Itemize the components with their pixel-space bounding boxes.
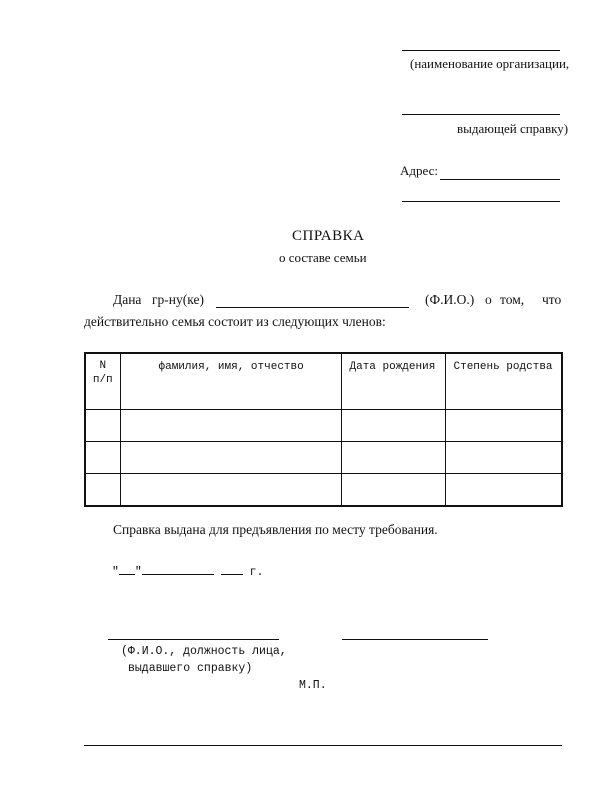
family-members-table xyxy=(84,352,563,507)
address-label: Адрес: xyxy=(400,163,438,178)
table-header-row xyxy=(85,353,562,410)
column-header-number xyxy=(85,353,120,410)
intro-fio-caption: (Ф.И.О.) xyxy=(425,292,475,307)
date-day-field[interactable] xyxy=(119,574,135,575)
signer-caption-line1: (Ф.И.О., должность лица, xyxy=(121,645,287,658)
issued-statement: Справка выдана для предъявления по месту требования. xyxy=(113,522,438,537)
column-header-fullname: фамилия, имя, отчество xyxy=(120,353,341,410)
column-header-number-line2: п/п xyxy=(92,374,113,386)
stamp-placeholder: М.П. xyxy=(299,679,327,692)
table-row xyxy=(85,474,562,507)
intro-word-grnuke: гр-ну(ке) xyxy=(152,292,204,307)
table-cell-number[interactable] xyxy=(85,474,120,507)
table-cell-number[interactable] xyxy=(85,410,120,442)
document-subtitle: о составе семьи xyxy=(279,250,367,265)
org-caption: (наименование организации, xyxy=(410,56,570,71)
fio-field-line[interactable] xyxy=(216,307,409,308)
issuer-line[interactable] xyxy=(402,114,560,115)
column-header-relation: Степень родства xyxy=(445,353,562,410)
date-year-field[interactable] xyxy=(221,574,243,575)
table-cell-fullname[interactable] xyxy=(120,442,341,474)
signer-fio-line[interactable] xyxy=(108,639,279,640)
document-title: СПРАВКА xyxy=(292,228,365,244)
signer-caption-line2: выдавшего справку) xyxy=(128,662,253,675)
issuer-caption: выдающей справку) xyxy=(457,121,569,136)
date-quote-open: " xyxy=(112,566,119,579)
column-header-number-line1: N xyxy=(99,360,107,372)
date-month-field[interactable] xyxy=(142,574,214,575)
address-field-line[interactable] xyxy=(440,179,560,180)
table-cell-relation[interactable] xyxy=(445,410,562,442)
table-row xyxy=(85,442,562,474)
bottom-rule xyxy=(84,745,562,746)
intro-word-chto: что xyxy=(542,292,562,307)
intro-line-2: действительно семья состоит из следующих членов: xyxy=(84,314,386,329)
table-cell-fullname[interactable] xyxy=(120,474,341,507)
table-cell-birthdate[interactable] xyxy=(341,474,445,507)
intro-word-o: о xyxy=(485,292,492,307)
signature-line[interactable] xyxy=(342,639,488,640)
org-name-line[interactable] xyxy=(402,50,560,51)
table-cell-relation[interactable] xyxy=(445,442,562,474)
table-row xyxy=(85,410,562,442)
table-cell-relation[interactable] xyxy=(445,474,562,507)
date-quote-close: " xyxy=(134,566,142,579)
intro-word-dana: Дана xyxy=(113,292,142,307)
table-cell-birthdate[interactable] xyxy=(341,410,445,442)
table-cell-fullname[interactable] xyxy=(120,410,341,442)
table-cell-number[interactable] xyxy=(85,442,120,474)
column-header-birthdate: Дата рождения xyxy=(341,353,445,410)
table-cell-birthdate[interactable] xyxy=(341,442,445,474)
intro-word-tom: том, xyxy=(500,292,525,307)
date-year-suffix: г. xyxy=(249,566,264,579)
address-line-2[interactable] xyxy=(402,201,560,202)
date-line xyxy=(112,566,263,579)
